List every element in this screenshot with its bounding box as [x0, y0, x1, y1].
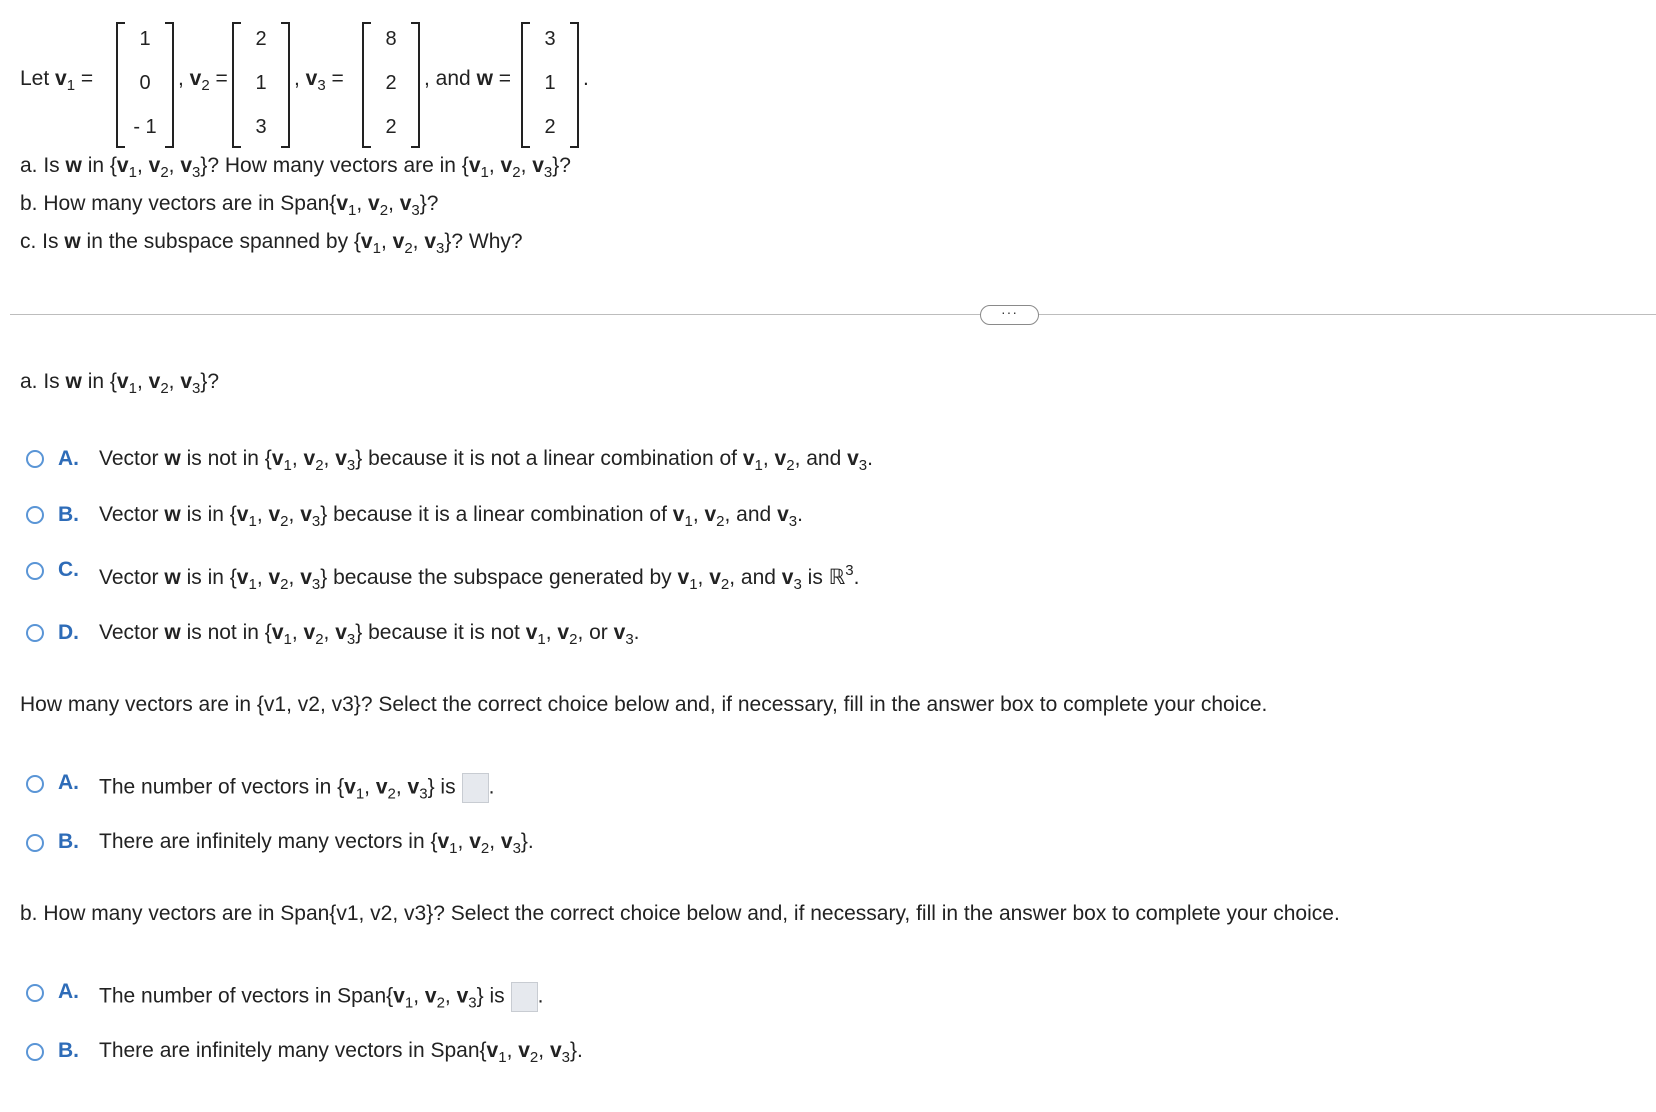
span-choice-b-text[interactable]: There are infinitely many vectors in $Span\{v_1$, $v_2$, $v_3$}. — [99, 1039, 583, 1066]
span-choice-a-text[interactable]: The number of vectors in $Span\{v_1$, $v_2$, $v_3$} is . — [99, 982, 543, 1012]
section-divider — [10, 314, 1656, 315]
span-choice-a-letter: A. — [58, 980, 79, 1003]
v2-entry: 1 — [255, 72, 267, 94]
matrix-v3 — [362, 22, 420, 148]
more-button[interactable]: ··· — [980, 305, 1039, 325]
choice-b-letter: B. — [58, 503, 79, 526]
w-entry: 2 — [544, 116, 556, 138]
v3-entry: 2 — [385, 116, 397, 138]
count-choice-a-letter: A. — [58, 771, 79, 794]
span-choice-a-radio[interactable] — [26, 984, 44, 1002]
matrix-w — [521, 22, 579, 148]
span-choice-b-letter: B. — [58, 1039, 79, 1062]
part-a-question: a. Is w in {$v_1$, $v_2$, $v_3$}? — [20, 370, 220, 397]
choice-d-text[interactable]: Vector w is not in {$v_1$, $v_2$, $v_3$} because it is not $v_1$, $v_2$, or $v_3$. — [99, 621, 640, 648]
let-label: Let $v_1$ = — [20, 67, 94, 94]
v2-entry: 3 — [255, 116, 267, 138]
matrix-v2 — [232, 22, 290, 148]
span-answer-box[interactable] — [511, 982, 538, 1012]
count-choice-b-letter: B. — [58, 830, 79, 853]
choice-d-radio[interactable] — [26, 624, 44, 642]
span-choice-b-radio[interactable] — [26, 1043, 44, 1061]
count-choice-a-radio[interactable] — [26, 775, 44, 793]
v3-label: , $v_3$ = — [294, 67, 344, 94]
choice-a-letter: A. — [58, 447, 79, 470]
w-entry: 1 — [544, 72, 556, 94]
choice-d-letter: D. — [58, 621, 79, 644]
choice-a-radio[interactable] — [26, 450, 44, 468]
question-c: c. Is w in the subspace spanned by {$v_1$, $v_2$, $v_3$}? Why? — [20, 230, 523, 257]
v1-entry: 0 — [139, 72, 151, 94]
choice-c-text[interactable]: Vector w is in {$v_1$, $v_2$, $v_3$} because the subspace generated by $v_1$, $v_2$, and $v_3$ is ℝ$^3$. — [99, 562, 860, 593]
question-a: a. Is w in {$v_1$, $v_2$, $v_3$}? How many vectors are in {$v_1$, $v_2$, $v_3$}? — [20, 154, 571, 181]
v1-entry: - 1 — [133, 116, 157, 138]
count-answer-box[interactable] — [462, 773, 489, 803]
part-b-question: b. How many vectors are in Span{v1, v2, v3}? Select the correct choice below and, if necessary, fill in the answer box to complete your choice. — [20, 902, 1340, 925]
v2-entry: 2 — [255, 28, 267, 50]
v3-entry: 8 — [385, 28, 397, 50]
matrix-v1 — [116, 22, 174, 148]
count-choice-b-radio[interactable] — [26, 834, 44, 852]
v3-entry: 2 — [385, 72, 397, 94]
count-choice-b-text[interactable]: There are infinitely many vectors in {$v_1$, $v_2$, $v_3$}. — [99, 830, 534, 857]
count-question: How many vectors are in {v1, v2, v3}? Select the correct choice below and, if necessary, fill in the answer box to complete your choice. — [20, 693, 1268, 716]
question-b: b. How many vectors are in $Span\{v_1$, $v_2$, $v_3$}? — [20, 192, 439, 219]
choice-b-radio[interactable] — [26, 506, 44, 524]
choice-c-radio[interactable] — [26, 562, 44, 580]
choice-a-text[interactable]: Vector w is not in {$v_1$, $v_2$, $v_3$} because it is not a linear combination of $v_1$, $v_2$, and $v_3$. — [99, 447, 873, 474]
w-entry: 3 — [544, 28, 556, 50]
choice-c-letter: C. — [58, 558, 79, 581]
choice-b-text[interactable]: Vector w is in {$v_1$, $v_2$, $v_3$} because it is a linear combination of $v_1$, $v_2$, and $v_3$. — [99, 503, 803, 530]
count-choice-a-text[interactable]: The number of vectors in {$v_1$, $v_2$, $v_3$} is . — [99, 773, 494, 803]
v1-entry: 1 — [139, 28, 151, 50]
v2-label: , $v_2$ = — [178, 67, 228, 94]
w-label: , and w = — [424, 67, 512, 90]
